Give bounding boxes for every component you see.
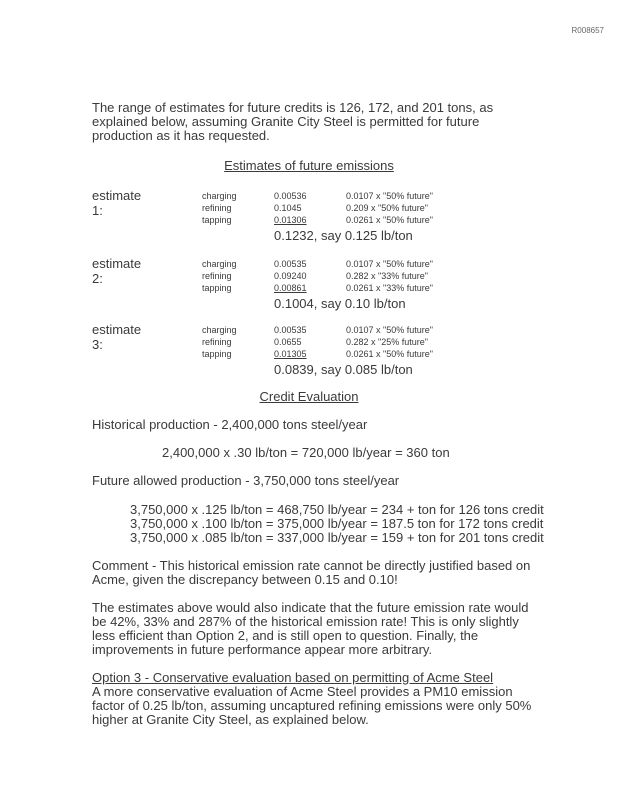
component-name: refining (202, 203, 232, 213)
component-expression: 0.0261 x "50% future" (346, 215, 433, 225)
estimate-label: estimate 1: (92, 188, 142, 218)
component-value: 0.00535 (274, 259, 307, 269)
component-name: charging (202, 191, 237, 201)
option-3-body: A more conservative evaluation of Acme Steel provides a PM10 emission factor of 0.25 lb/ton, assuming uncaptured refining emissions were only 50% higher at Granite City Steel, as explained below. (92, 684, 532, 727)
estimates-paragraph: The estimates above would also indicate that the future emission rate would be 42%, 33% and 287% of the historical emission rate! This is only slightly less efficient than Option 2, and is still open to question. Finally, the improvements in future performance appear more arbitrary. (92, 600, 529, 657)
component-name: charging (202, 259, 237, 269)
credit-evaluation-heading: Credit Evaluation (259, 389, 359, 404)
component-value: 0.01305 (274, 349, 307, 359)
historical-production: Historical production - 2,400,000 tons steel/year (92, 417, 368, 432)
component-expression: 0.209 x "50% future" (346, 203, 428, 213)
component-expression: 0.0261 x "50% future" (346, 349, 433, 359)
estimate-total: 0.0839, say 0.085 lb/ton (274, 362, 413, 377)
component-expression: 0.0107 x "50% future" (346, 191, 433, 201)
component-name: tapping (202, 283, 232, 293)
future-calculation: 3,750,000 x .085 lb/ton = 337,000 lb/year = 159 + ton for 201 tons credit (130, 530, 544, 545)
option-3-section (92, 671, 532, 727)
component-value: 0.01306 (274, 215, 307, 225)
component-expression: 0.282 x "33% future" (346, 271, 428, 281)
comment-paragraph: Comment - This historical emission rate cannot be directly justified based on Acme, given the discrepancy between 0.15 and 0.10! (92, 558, 531, 587)
component-name: refining (202, 271, 232, 281)
component-name: refining (202, 337, 232, 347)
component-value: 0.09240 (274, 271, 307, 281)
estimate-label: estimate 2: (92, 256, 142, 286)
component-value: 0.1045 (274, 203, 302, 213)
component-name: charging (202, 325, 237, 335)
component-value: 0.00861 (274, 283, 307, 293)
component-value: 0.00535 (274, 325, 307, 335)
component-expression: 0.0261 x "33% future" (346, 283, 433, 293)
component-expression: 0.282 x "25% future" (346, 337, 428, 347)
option-3-title: Option 3 - Conservative evaluation based on permitting of Acme Steel (92, 670, 494, 685)
intro-paragraph: The range of estimates for future credits is 126, 172, and 201 tons, as explained below, assuming Granite City Steel is permitted for future production as it has requested. (92, 100, 494, 143)
future-calculation: 3,750,000 x .125 lb/ton = 468,750 lb/year = 234 + ton for 126 tons credit (130, 502, 544, 517)
future-production: Future allowed production - 3,750,000 tons steel/year (92, 473, 400, 488)
estimate-total: 0.1232, say 0.125 lb/ton (274, 228, 413, 243)
component-value: 0.0655 (274, 337, 302, 347)
component-expression: 0.0107 x "50% future" (346, 325, 433, 335)
estimate-total: 0.1004, say 0.10 lb/ton (274, 296, 406, 311)
component-name: tapping (202, 215, 232, 225)
component-name: tapping (202, 349, 232, 359)
page-id: R008657 (571, 26, 604, 35)
historical-calculation: 2,400,000 x .30 lb/ton = 720,000 lb/year = 360 ton (162, 445, 450, 460)
component-expression: 0.0107 x "50% future" (346, 259, 433, 269)
component-value: 0.00536 (274, 191, 307, 201)
future-calculation: 3,750,000 x .100 lb/ton = 375,000 lb/year = 187.5 ton for 172 tons credit (130, 516, 544, 531)
estimates-heading: Estimates of future emissions (224, 158, 394, 173)
estimate-label: estimate 3: (92, 322, 142, 352)
